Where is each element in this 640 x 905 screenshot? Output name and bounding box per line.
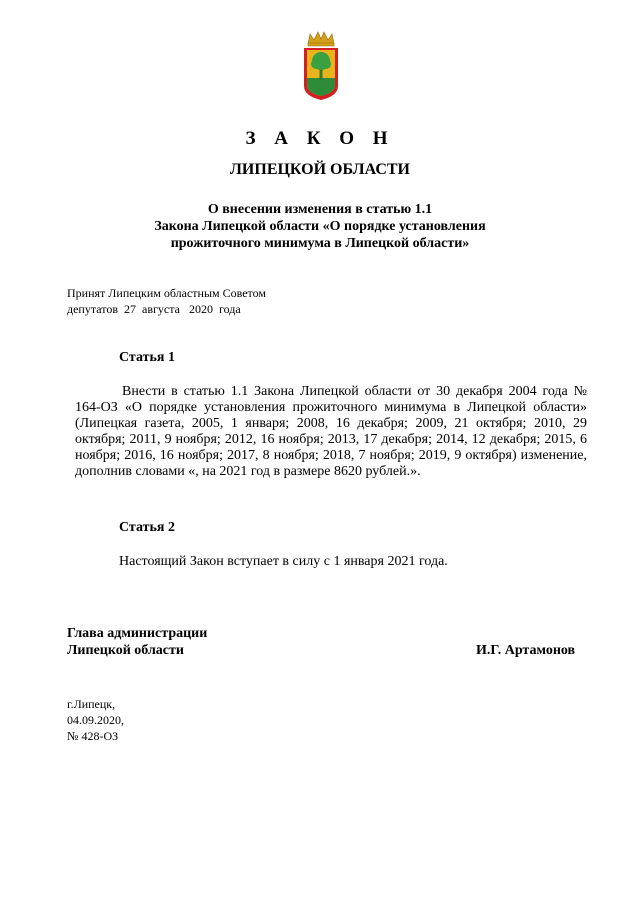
signatory-region: Липецкой области: [67, 643, 184, 658]
adopted-date: депутатов 27 августа 2020 года: [67, 302, 241, 316]
subtitle-line: Закона Липецкой области «О порядке установления: [154, 219, 486, 234]
article-1-text: Внести в статью 1.1 Закона Липецкой области от 30 декабря 2004 года № 164-ОЗ «О порядке установления прожиточного минимума в Липецкой области» (Липецкая газета, 2005, 1 января; 2008, 16 декабря; 2009, 21 октября; 2010, 29 октября; 2011, 9 ноября; 2012, 16 ноября; 2013, 17 декабря; 2014, 12 декабря; 2015, 6 ноября; 2016, 16 ноября; 2017, 8 ноября; 2018, 7 ноября; 2019, 9 октября) изменение, дополнив словами «, на 2021 год в размере 8620 рублей.».: [75, 384, 587, 479]
signatory-name: И.Г. Артамонов: [476, 643, 576, 658]
article-2-text: Настоящий Закон вступает в силу с 1 января 2021 года.: [119, 554, 448, 569]
signatory-position: Глава администрации: [67, 626, 208, 641]
document-region: ЛИПЕЦКОЙ ОБЛАСТИ: [230, 161, 410, 178]
coat-of-arms-icon: [300, 30, 342, 102]
footer-city: г.Липецк,: [67, 697, 116, 711]
subtitle-line: прожиточного минимума в Липецкой области»: [170, 236, 470, 251]
footer-number: № 428-ОЗ: [67, 729, 119, 743]
footer-date: 04.09.2020,: [67, 713, 124, 727]
article-1-heading: Статья 1: [119, 350, 175, 365]
article-2-heading: Статья 2: [119, 520, 175, 535]
subtitle-line: О внесении изменения в статью 1.1: [207, 202, 433, 217]
adopted-by: Принят Липецким областным Советом: [67, 286, 266, 300]
document-title: З А К О Н: [245, 128, 395, 149]
